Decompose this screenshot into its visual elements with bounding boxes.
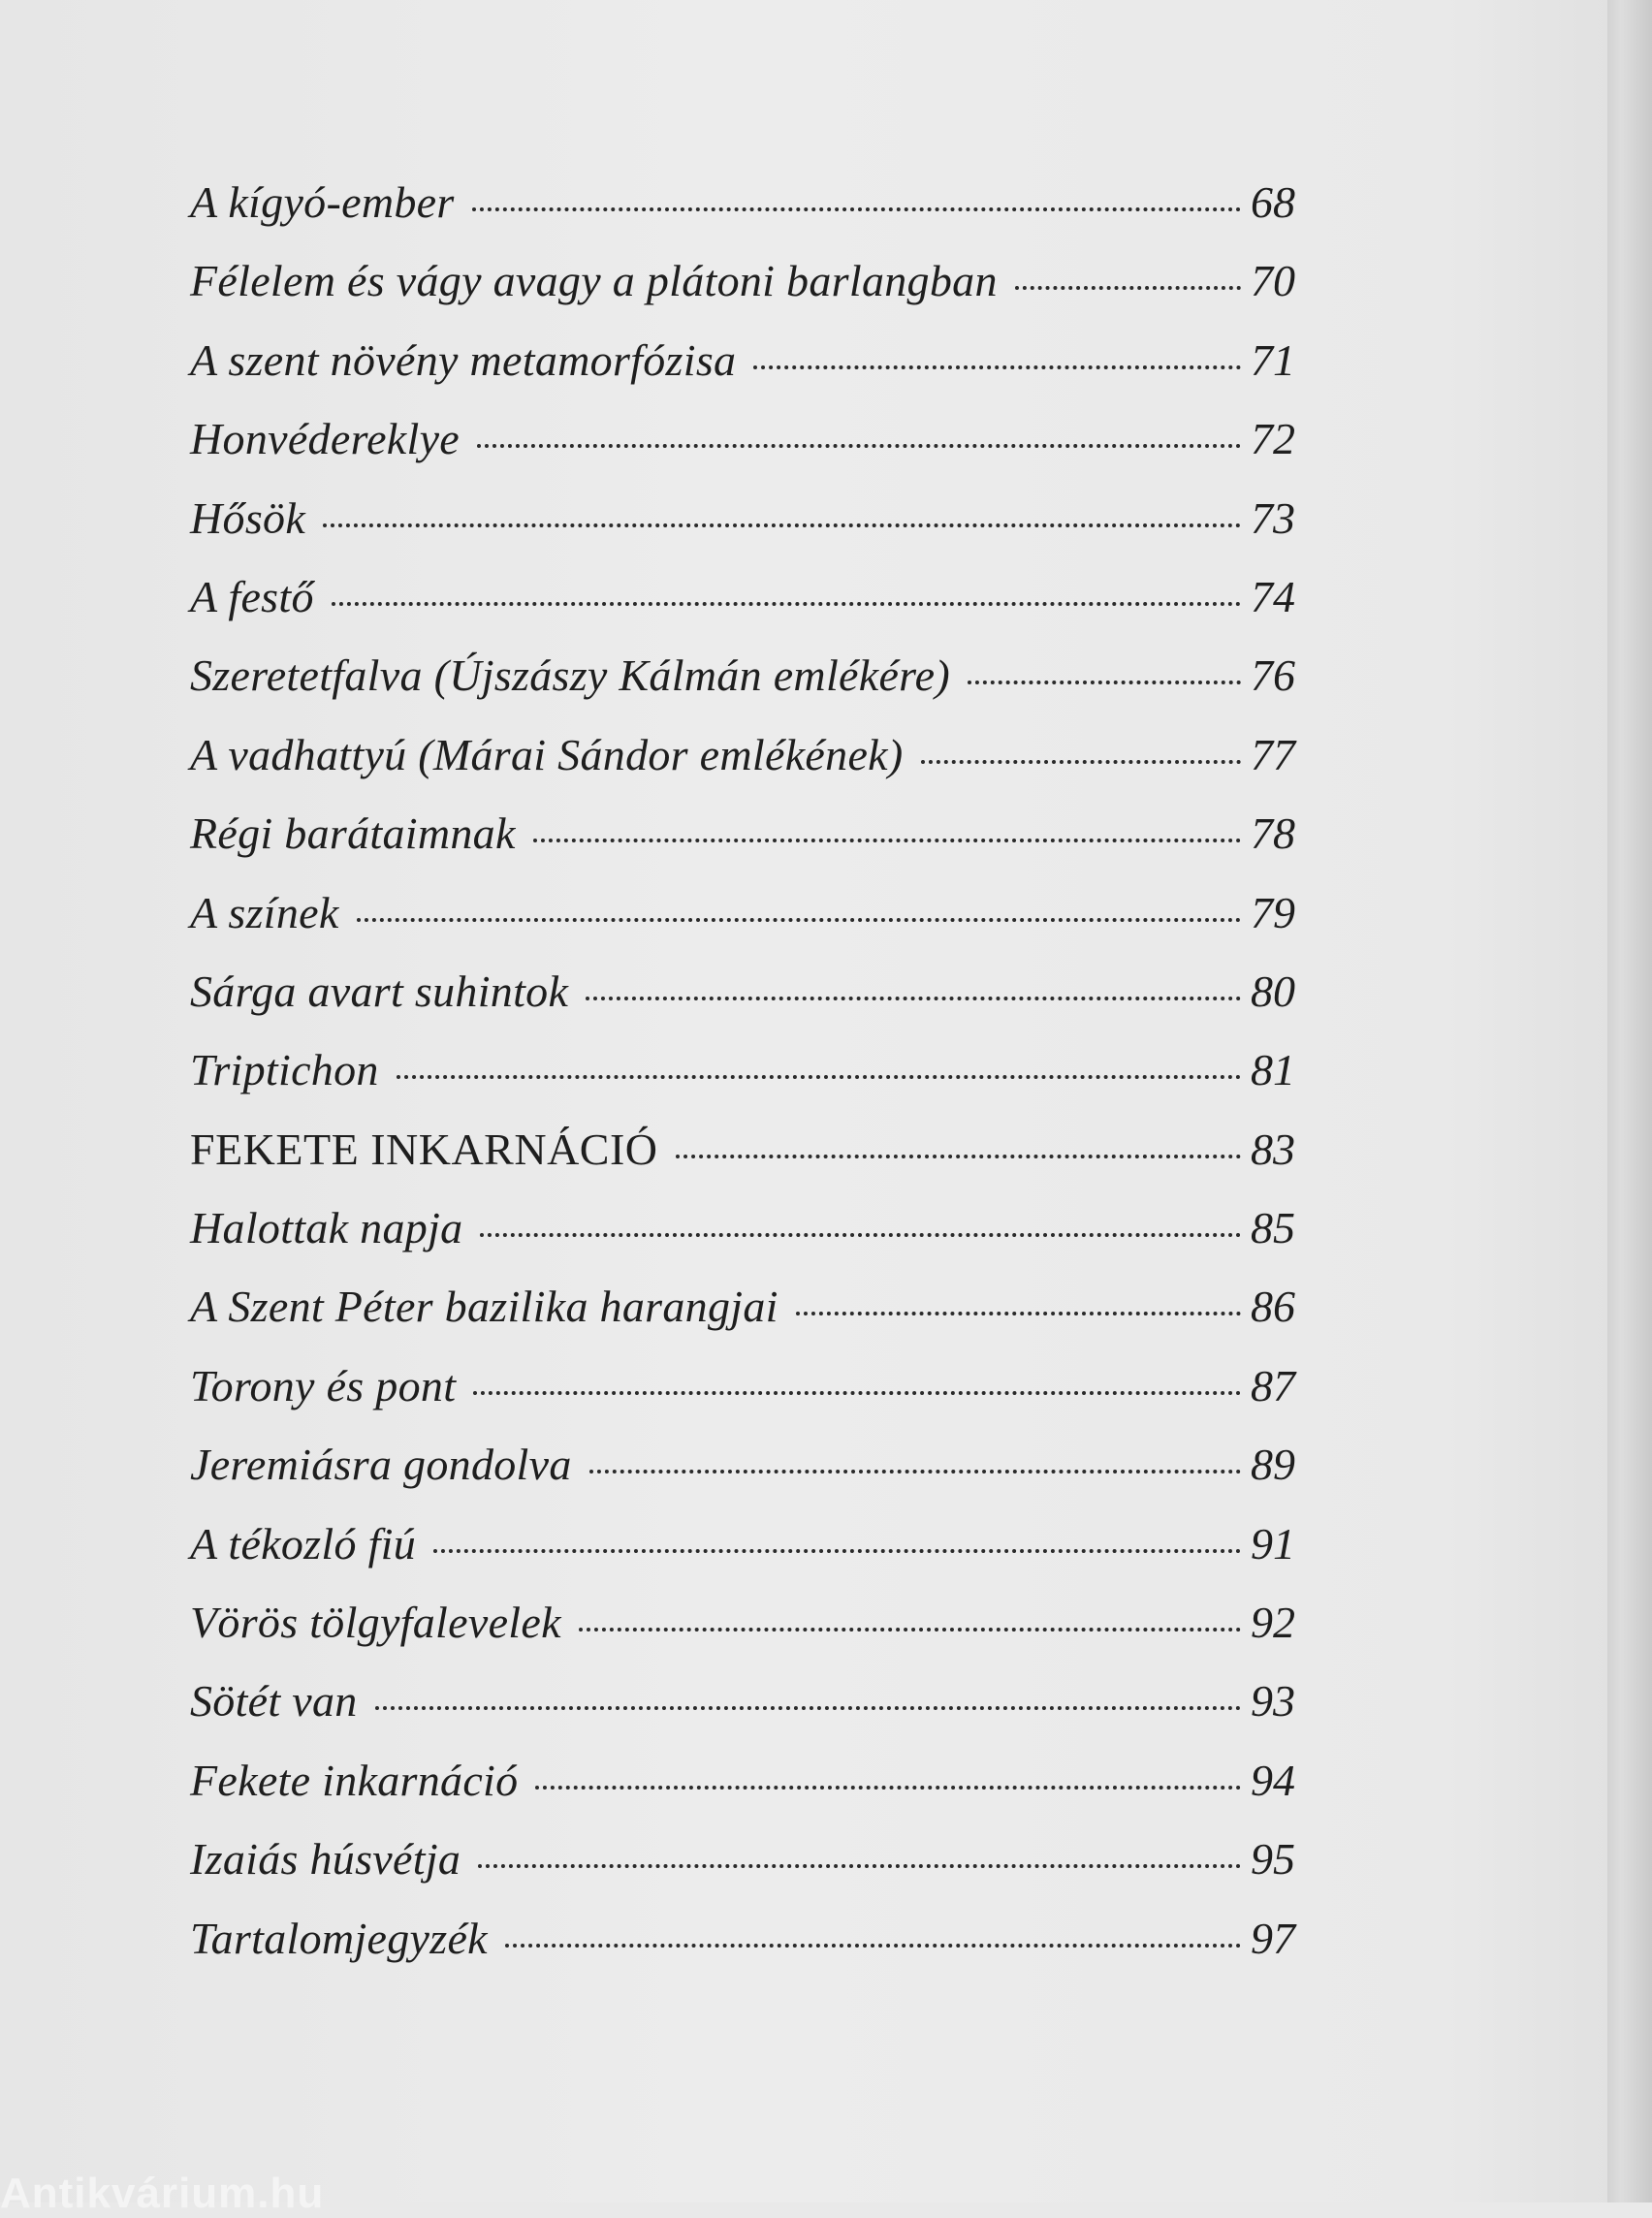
dot-leader <box>533 839 1241 842</box>
page-edge <box>1607 0 1652 2202</box>
toc-entry-page-number: 86 <box>1251 1282 1295 1332</box>
toc-entry <box>190 571 1295 650</box>
dot-leader <box>397 1075 1241 1079</box>
toc-entry <box>190 887 1295 966</box>
toc-entry <box>190 1597 1295 1675</box>
toc-entry <box>190 413 1295 491</box>
toc-entry-title: A tékozló fiú <box>190 1518 417 1568</box>
toc-entry <box>190 1044 1295 1123</box>
toc-entry <box>190 492 1295 571</box>
toc-entry-title: Hősök <box>190 492 306 543</box>
toc-entry-title: Sötét van <box>190 1676 358 1727</box>
dot-leader <box>589 1470 1241 1473</box>
dot-leader <box>357 918 1241 922</box>
toc-entry-title: Fekete inkarnáció <box>190 1755 519 1805</box>
dot-leader <box>478 1864 1241 1868</box>
table-of-contents <box>190 176 1295 1991</box>
dot-leader <box>323 523 1241 527</box>
toc-entry-title: Tartalomjegyzék <box>190 1913 488 1963</box>
toc-entry <box>190 808 1295 886</box>
toc-entry <box>190 1439 1295 1517</box>
toc-entry-title: Szeretetfalva (Újszászy Kálmán emlékére) <box>190 650 951 701</box>
toc-entry <box>190 334 1295 413</box>
dot-leader <box>579 1628 1241 1632</box>
toc-entry-page-number: 87 <box>1251 1360 1295 1410</box>
toc-entry-title: FEKETE INKARNÁCIÓ <box>190 1124 658 1174</box>
dot-leader <box>473 1391 1241 1395</box>
toc-entry-page-number: 80 <box>1251 966 1295 1016</box>
dot-leader <box>586 997 1241 1000</box>
toc-entry <box>190 1281 1295 1359</box>
toc-entry-page-number: 83 <box>1251 1124 1295 1174</box>
toc-entry <box>190 729 1295 808</box>
toc-entry-page-number: 95 <box>1251 1834 1295 1885</box>
toc-entry-title: A szent növény metamorfózisa <box>190 334 737 385</box>
toc-entry-page-number: 91 <box>1251 1518 1295 1568</box>
toc-entry <box>190 1755 1295 1833</box>
toc-entry <box>190 1202 1295 1281</box>
toc-entry-page-number: 71 <box>1251 334 1295 385</box>
dot-leader <box>433 1549 1241 1553</box>
toc-entry-page-number: 97 <box>1251 1913 1295 1963</box>
dot-leader <box>796 1312 1241 1315</box>
toc-entry-title: Régi barátaimnak <box>190 808 516 859</box>
toc-entry-title: A festő <box>190 571 314 621</box>
toc-entry-page-number: 74 <box>1251 571 1295 621</box>
toc-entry <box>190 966 1295 1044</box>
toc-entry-title: Halottak napja <box>190 1203 463 1253</box>
toc-entry-title: Jeremiásra gondolva <box>190 1440 572 1490</box>
toc-entry <box>190 1360 1295 1439</box>
toc-entry-title: Félelem és vágy avagy a plátoni barlangban <box>190 256 998 306</box>
toc-entry-title: Torony és pont <box>190 1360 457 1410</box>
toc-entry-title: A Szent Péter bazilika harangjai <box>190 1282 778 1332</box>
toc-entry-page-number: 89 <box>1251 1440 1295 1490</box>
dot-leader <box>535 1786 1241 1790</box>
dot-leader <box>753 365 1241 369</box>
toc-entry <box>190 176 1295 255</box>
toc-entry-page-number: 79 <box>1251 887 1295 937</box>
toc-entry <box>190 1675 1295 1754</box>
toc-entry-title: Sárga avart suhintok <box>190 966 569 1016</box>
toc-entry <box>190 255 1295 333</box>
toc-entry-page-number: 73 <box>1251 492 1295 543</box>
dot-leader <box>332 602 1241 606</box>
toc-entry-page-number: 70 <box>1251 256 1295 306</box>
toc-entry-page-number: 72 <box>1251 414 1295 464</box>
toc-entry <box>190 1124 1295 1202</box>
toc-entry-page-number: 81 <box>1251 1045 1295 1095</box>
toc-entry-page-number: 68 <box>1251 177 1295 227</box>
dot-leader <box>375 1706 1241 1710</box>
dot-leader <box>472 207 1241 211</box>
dot-leader <box>477 444 1241 448</box>
toc-entry-title: Vörös tölgyfalevelek <box>190 1598 561 1648</box>
toc-entry-title: Izaiás húsvétja <box>190 1834 461 1885</box>
toc-entry-page-number: 93 <box>1251 1676 1295 1727</box>
dot-leader <box>676 1155 1241 1158</box>
dot-leader <box>968 681 1241 684</box>
toc-entry-page-number: 92 <box>1251 1598 1295 1648</box>
watermark: Antikvárium.hu <box>0 2170 325 2217</box>
toc-entry-page-number: 78 <box>1251 808 1295 859</box>
dot-leader <box>921 760 1241 764</box>
toc-entry-title: A kígyó-ember <box>190 177 455 227</box>
dot-leader <box>505 1944 1241 1948</box>
toc-entry <box>190 1833 1295 1912</box>
toc-entry-page-number: 85 <box>1251 1203 1295 1253</box>
toc-entry <box>190 1518 1295 1597</box>
toc-entry-title: Honvédereklye <box>190 414 461 464</box>
toc-entry <box>190 1913 1295 1991</box>
toc-entry-title: A vadhattyú (Márai Sándor emlékének) <box>190 729 904 779</box>
toc-entry-page-number: 77 <box>1251 729 1295 779</box>
dot-leader <box>1015 286 1241 290</box>
toc-entry-page-number: 76 <box>1251 650 1295 701</box>
toc-entry-title: A színek <box>190 887 339 937</box>
toc-entry <box>190 650 1295 728</box>
dot-leader <box>480 1233 1241 1237</box>
toc-entry-page-number: 94 <box>1251 1755 1295 1805</box>
toc-entry-title: Triptichon <box>190 1045 379 1095</box>
